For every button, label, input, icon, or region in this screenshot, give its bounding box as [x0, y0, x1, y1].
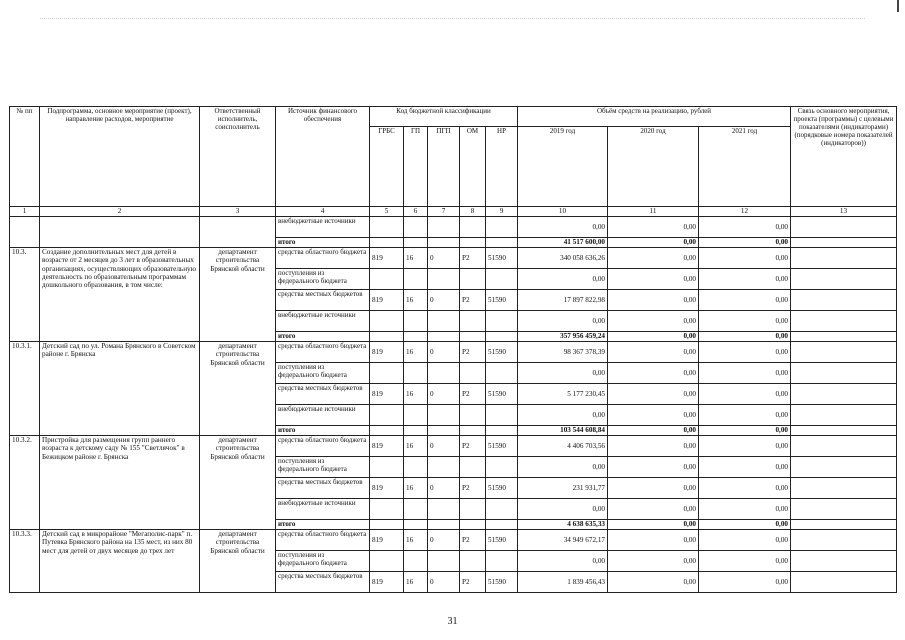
value-2021: 0,00: [699, 405, 791, 426]
link-cell: [791, 217, 897, 238]
value-2019: 1 839 456,43: [518, 572, 608, 593]
source-cell: поступления из федерального бюджета: [276, 269, 370, 290]
om-cell: [460, 551, 486, 572]
pgp-cell: [428, 551, 460, 572]
om-cell: P2: [460, 248, 486, 269]
gp-cell: [404, 551, 428, 572]
value-2019: 98 367 378,39: [518, 342, 608, 363]
om-cell: [460, 520, 486, 530]
pgp-cell: 0: [428, 436, 460, 457]
gp-cell: [404, 238, 428, 248]
header-link: Связь основного мероприятия, проекта (программы) с целевыми показателями (индикаторами) (порядковые номера показателей (индикаторов)): [791, 107, 897, 207]
link-cell: [791, 551, 897, 572]
value-2020: 0,00: [608, 457, 699, 478]
om-cell: [460, 217, 486, 238]
grbs-cell: [370, 332, 404, 342]
header-2019: 2019 год: [518, 127, 608, 207]
pgp-cell: [428, 363, 460, 384]
index-cell: 8: [460, 207, 486, 217]
grbs-cell: [370, 363, 404, 384]
table-row: [10, 342, 897, 363]
value-2021: 0,00: [699, 311, 791, 332]
pgp-cell: 0: [428, 342, 460, 363]
index-cell: 5: [370, 207, 404, 217]
gp-cell: 16: [404, 290, 428, 311]
pgp-cell: [428, 269, 460, 290]
value-2021: 0,00: [699, 363, 791, 384]
grbs-cell: [370, 457, 404, 478]
budget-table: [9, 106, 897, 593]
link-cell: [791, 332, 897, 342]
source-cell: средства местных бюджетов: [276, 478, 370, 499]
pgp-cell: 0: [428, 384, 460, 405]
np-cell: [486, 238, 518, 248]
value-2019: 34 949 672,17: [518, 530, 608, 551]
source-cell: средства местных бюджетов: [276, 290, 370, 311]
np-cell: [486, 426, 518, 436]
table-row: [10, 217, 897, 238]
gp-cell: [404, 520, 428, 530]
gp-cell: [404, 363, 428, 384]
gp-cell: [404, 269, 428, 290]
index-cell: 4: [276, 207, 370, 217]
value-2021: 0,00: [699, 457, 791, 478]
index-cell: 7: [428, 207, 460, 217]
value-2019: 5 177 230,45: [518, 384, 608, 405]
np-cell: 51590: [486, 248, 518, 269]
index-cell: 9: [486, 207, 518, 217]
pgp-cell: [428, 457, 460, 478]
pgp-cell: [428, 520, 460, 530]
value-2021: 0,00: [699, 551, 791, 572]
value-2020: 0,00: [608, 436, 699, 457]
grbs-cell: [370, 269, 404, 290]
value-2019: 231 931,77: [518, 478, 608, 499]
item-name: Детский сад по ул. Романа Брянского в Советском районе г. Брянска: [40, 342, 200, 436]
grbs-cell: 819: [370, 436, 404, 457]
index-cell: 6: [404, 207, 428, 217]
np-cell: [486, 520, 518, 530]
value-2020: 0,00: [608, 332, 699, 342]
source-cell: внебюджетные источники: [276, 217, 370, 238]
link-cell: [791, 520, 897, 530]
value-2021: 0,00: [699, 530, 791, 551]
gp-cell: 16: [404, 436, 428, 457]
pgp-cell: 0: [428, 530, 460, 551]
value-2019: 357 956 459,24: [518, 332, 608, 342]
source-cell: средства областного бюджета: [276, 342, 370, 363]
item-name: Детский сад в микрорайоне "Мегаполис-парк" п. Путевка Брянского района на 135 мест, из них 80 мест для детей от двух месяцев до трех лет: [40, 530, 200, 593]
om-cell: [460, 457, 486, 478]
om-cell: [460, 363, 486, 384]
header-2021: 2021 год: [699, 127, 791, 207]
grbs-cell: 819: [370, 478, 404, 499]
executor-cell: [200, 217, 276, 248]
item-number: 10.3.3.: [10, 530, 40, 593]
value-2019: 0,00: [518, 405, 608, 426]
item-name: Создание дополнительных мест для детей в возрасте от 2 месяцев до 3 лет в образовательных организациях, осуществляющих образовательную деятельность по образовательным программам дошкольного образования, в том числе:: [40, 248, 200, 342]
grbs-cell: [370, 217, 404, 238]
scan-artifact-dots: [40, 18, 865, 20]
link-cell: [791, 572, 897, 593]
np-cell: [486, 269, 518, 290]
table-row: [10, 436, 897, 457]
item-executor: департамент строительства Брянской области: [200, 436, 276, 530]
value-2020: 0,00: [608, 478, 699, 499]
value-2020: 0,00: [608, 217, 699, 238]
value-2019: 0,00: [518, 551, 608, 572]
item-executor: департамент строительства Брянской области: [200, 530, 276, 593]
link-cell: [791, 238, 897, 248]
header-kbk: Код бюджетной классификации: [370, 107, 518, 127]
index-cell: 10: [518, 207, 608, 217]
np-cell: [486, 551, 518, 572]
om-cell: [460, 499, 486, 520]
om-cell: P2: [460, 384, 486, 405]
index-cell: 11: [608, 207, 699, 217]
pgp-cell: [428, 499, 460, 520]
value-2020: 0,00: [608, 530, 699, 551]
gp-cell: [404, 499, 428, 520]
source-cell: поступления из федерального бюджета: [276, 363, 370, 384]
link-cell: [791, 311, 897, 332]
source-cell: средства областного бюджета: [276, 248, 370, 269]
value-2019: 0,00: [518, 217, 608, 238]
om-cell: [460, 426, 486, 436]
value-2020: 0,00: [608, 384, 699, 405]
np-cell: 51590: [486, 478, 518, 499]
gp-cell: [404, 405, 428, 426]
om-cell: P2: [460, 530, 486, 551]
value-2019: 4 638 635,33: [518, 520, 608, 530]
grbs-cell: [370, 499, 404, 520]
num-cell: [10, 217, 40, 248]
value-2020: 0,00: [608, 311, 699, 332]
source-cell: итого: [276, 426, 370, 436]
table-row: [10, 248, 897, 269]
source-cell: средства местных бюджетов: [276, 572, 370, 593]
value-2019: 0,00: [518, 457, 608, 478]
gp-cell: 16: [404, 530, 428, 551]
source-cell: итого: [276, 520, 370, 530]
value-2021: 0,00: [699, 384, 791, 405]
om-cell: [460, 405, 486, 426]
value-2021: 0,00: [699, 499, 791, 520]
pgp-cell: 0: [428, 478, 460, 499]
value-2021: 0,00: [699, 248, 791, 269]
value-2020: 0,00: [608, 426, 699, 436]
item-executor: департамент строительства Брянской области: [200, 248, 276, 342]
value-2020: 0,00: [608, 363, 699, 384]
item-executor: департамент строительства Брянской области: [200, 342, 276, 436]
np-cell: 51590: [486, 384, 518, 405]
item-number: 10.3.1.: [10, 342, 40, 436]
header-pgp: ПГП: [428, 127, 460, 207]
value-2021: 0,00: [699, 290, 791, 311]
gp-cell: 16: [404, 248, 428, 269]
gp-cell: [404, 217, 428, 238]
header-volume: Объём средств на реализацию, рублей: [518, 107, 791, 127]
om-cell: P2: [460, 436, 486, 457]
np-cell: [486, 363, 518, 384]
om-cell: P2: [460, 342, 486, 363]
header-grbs: ГРБС: [370, 127, 404, 207]
grbs-cell: [370, 311, 404, 332]
value-2019: 340 058 636,26: [518, 248, 608, 269]
value-2021: 0,00: [699, 332, 791, 342]
np-cell: 51590: [486, 290, 518, 311]
header-om: ОМ: [460, 127, 486, 207]
source-cell: поступления из федерального бюджета: [276, 551, 370, 572]
gp-cell: 16: [404, 384, 428, 405]
header-2020: 2020 год: [608, 127, 699, 207]
value-2020: 0,00: [608, 290, 699, 311]
item-number: 10.3.: [10, 248, 40, 342]
pgp-cell: [428, 311, 460, 332]
gp-cell: [404, 426, 428, 436]
value-2019: 0,00: [518, 311, 608, 332]
value-2020: 0,00: [608, 405, 699, 426]
grbs-cell: 819: [370, 384, 404, 405]
header-source: Источник финансового обеспечения: [276, 107, 370, 207]
link-cell: [791, 269, 897, 290]
value-2021: 0,00: [699, 217, 791, 238]
source-cell: итого: [276, 332, 370, 342]
link-cell: [791, 530, 897, 551]
source-cell: внебюджетные источники: [276, 499, 370, 520]
item-name: Пристройка для размещения групп раннего возраста к детскому саду № 155 "Светлячок" в Бежицком районе г. Брянска: [40, 436, 200, 530]
header-num: № пп: [10, 107, 40, 207]
grbs-cell: 819: [370, 248, 404, 269]
source-cell: внебюджетные источники: [276, 311, 370, 332]
header-np: НР: [486, 127, 518, 207]
np-cell: 51590: [486, 530, 518, 551]
link-cell: [791, 405, 897, 426]
om-cell: [460, 332, 486, 342]
link-cell: [791, 426, 897, 436]
link-cell: [791, 290, 897, 311]
value-2021: 0,00: [699, 520, 791, 530]
source-cell: поступления из федерального бюджета: [276, 457, 370, 478]
grbs-cell: 819: [370, 290, 404, 311]
source-cell: средства местных бюджетов: [276, 384, 370, 405]
program-cell: [40, 217, 200, 248]
np-cell: 51590: [486, 342, 518, 363]
value-2020: 0,00: [608, 269, 699, 290]
pgp-cell: 0: [428, 248, 460, 269]
pgp-cell: 0: [428, 290, 460, 311]
grbs-cell: 819: [370, 572, 404, 593]
gp-cell: 16: [404, 572, 428, 593]
value-2020: 0,00: [608, 520, 699, 530]
value-2020: 0,00: [608, 572, 699, 593]
pgp-cell: [428, 238, 460, 248]
gp-cell: [404, 311, 428, 332]
value-2020: 0,00: [608, 238, 699, 248]
pgp-cell: [428, 426, 460, 436]
np-cell: [486, 457, 518, 478]
om-cell: [460, 238, 486, 248]
value-2020: 0,00: [608, 551, 699, 572]
value-2019: 17 897 822,98: [518, 290, 608, 311]
header-executor: Ответственный исполнитель, соисполнитель: [200, 107, 276, 207]
grbs-cell: [370, 405, 404, 426]
om-cell: P2: [460, 478, 486, 499]
value-2019: 0,00: [518, 363, 608, 384]
value-2019: 41 517 600,00: [518, 238, 608, 248]
index-cell: 3: [200, 207, 276, 217]
value-2019: 4 406 703,56: [518, 436, 608, 457]
value-2019: 0,00: [518, 499, 608, 520]
om-cell: P2: [460, 572, 486, 593]
link-cell: [791, 342, 897, 363]
link-cell: [791, 499, 897, 520]
source-cell: средства областного бюджета: [276, 530, 370, 551]
grbs-cell: [370, 520, 404, 530]
scan-edge-mark: [897, 0, 899, 12]
pgp-cell: [428, 405, 460, 426]
value-2021: 0,00: [699, 238, 791, 248]
value-2020: 0,00: [608, 499, 699, 520]
gp-cell: 16: [404, 342, 428, 363]
grbs-cell: 819: [370, 530, 404, 551]
source-cell: внебюджетные источники: [276, 405, 370, 426]
table-body: [10, 217, 897, 593]
om-cell: [460, 311, 486, 332]
index-cell: 13: [791, 207, 897, 217]
np-cell: [486, 499, 518, 520]
np-cell: [486, 217, 518, 238]
np-cell: [486, 405, 518, 426]
link-cell: [791, 384, 897, 405]
table-row: [10, 530, 897, 551]
link-cell: [791, 248, 897, 269]
grbs-cell: [370, 238, 404, 248]
source-cell: итого: [276, 238, 370, 248]
np-cell: 51590: [486, 436, 518, 457]
value-2021: 0,00: [699, 269, 791, 290]
grbs-cell: [370, 551, 404, 572]
value-2020: 0,00: [608, 342, 699, 363]
value-2021: 0,00: [699, 478, 791, 499]
index-cell: 12: [699, 207, 791, 217]
page-number: 31: [447, 616, 458, 627]
om-cell: [460, 269, 486, 290]
value-2021: 0,00: [699, 342, 791, 363]
value-2021: 0,00: [699, 572, 791, 593]
link-cell: [791, 478, 897, 499]
value-2019: 103 544 608,84: [518, 426, 608, 436]
value-2019: 0,00: [518, 269, 608, 290]
pgp-cell: [428, 332, 460, 342]
value-2021: 0,00: [699, 436, 791, 457]
om-cell: P2: [460, 290, 486, 311]
np-cell: [486, 311, 518, 332]
gp-cell: 16: [404, 478, 428, 499]
scan-top-margin: [0, 0, 905, 20]
grbs-cell: [370, 426, 404, 436]
np-cell: 51590: [486, 572, 518, 593]
header-gp: ГП: [404, 127, 428, 207]
item-number: 10.3.2.: [10, 436, 40, 530]
table-header: [10, 107, 897, 217]
pgp-cell: 0: [428, 572, 460, 593]
grbs-cell: 819: [370, 342, 404, 363]
gp-cell: [404, 332, 428, 342]
source-cell: средства областного бюджета: [276, 436, 370, 457]
link-cell: [791, 436, 897, 457]
link-cell: [791, 363, 897, 384]
index-cell: 2: [40, 207, 200, 217]
pgp-cell: [428, 217, 460, 238]
index-cell: 1: [10, 207, 40, 217]
value-2021: 0,00: [699, 426, 791, 436]
link-cell: [791, 457, 897, 478]
column-index-row: [10, 207, 897, 217]
np-cell: [486, 332, 518, 342]
value-2020: 0,00: [608, 248, 699, 269]
gp-cell: [404, 457, 428, 478]
header-program: Подпрограмма, основное мероприятие (проект), направление расходов, мероприятие: [40, 107, 200, 207]
